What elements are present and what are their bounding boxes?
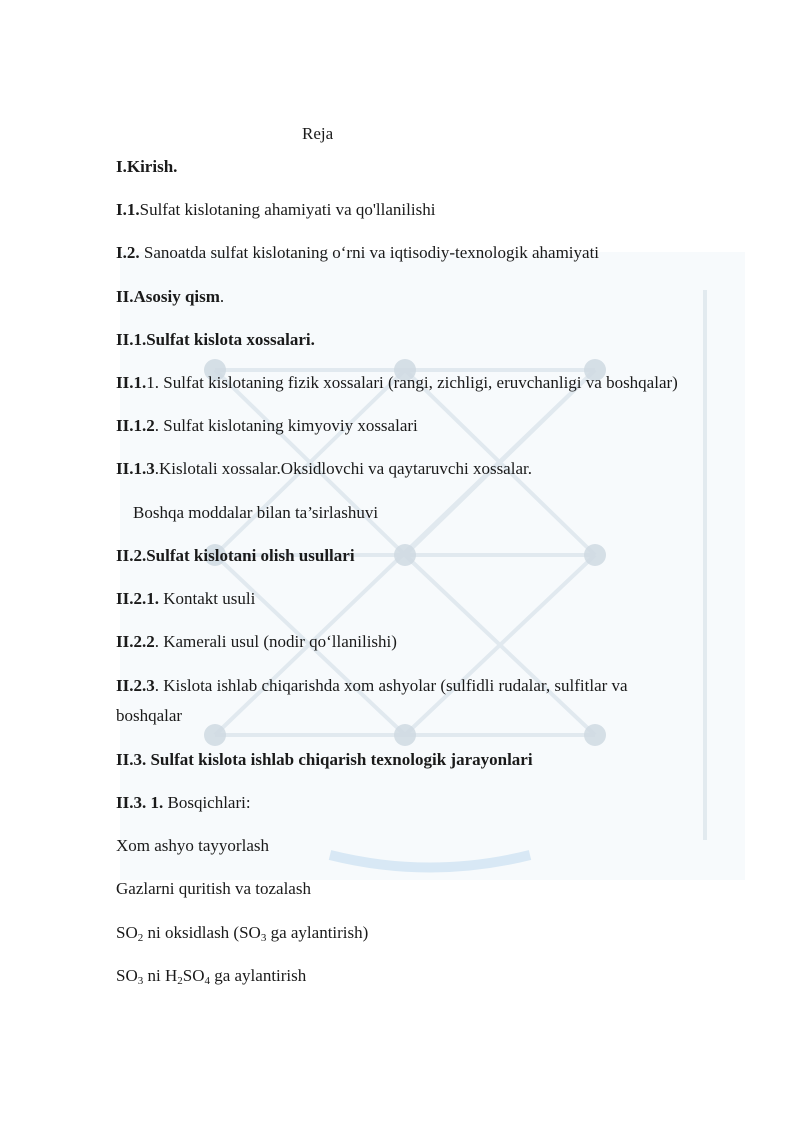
outline-line: Boshqa moddalar bilan ta’sirlashuvi xyxy=(133,503,379,522)
outline-line: II.2.2. Kamerali usul (nodir qo‘llanilishi) xyxy=(116,632,397,651)
outline-line: II.2.Sulfat kislotani olish usullari xyxy=(116,546,355,565)
outline-line: II.1.3.Kislotali xossalar.Oksidlovchi va qaytaruvchi xossalar. xyxy=(116,459,532,478)
outline-line: I.1.Sulfat kislotaning ahamiyati va qo'llanilishi xyxy=(116,200,436,219)
outline-line: II.3. Sulfat kislota ishlab chiqarish texnologik jarayonlari xyxy=(116,750,533,769)
formula-line: $SO_2$ ni oksidlash ($SO_3$ ga aylantirish) xyxy=(116,923,369,944)
outline-line: II.1.2. Sulfat kislotaning kimyoviy xossalari xyxy=(116,416,418,435)
outline-line: II.2.1. Kontakt usuli xyxy=(116,589,256,608)
outline-line: I.Kirish. xyxy=(116,157,178,176)
outline-line: II.Asosiy qism. xyxy=(116,287,225,306)
outline-line: Xom ashyo tayyorlash xyxy=(116,836,269,855)
outline-line: I.2. Sanoatda sulfat kislotaning o‘rni va iqtisodiy-texnologik ahamiyati xyxy=(116,243,600,262)
outline-line: boshqalar xyxy=(116,706,183,725)
outline-line: II.3. 1. Bosqichlari: xyxy=(116,793,251,812)
outline-line: II.1.Sulfat kislota xossalari. xyxy=(116,330,315,349)
outline-line: II.2.3. Kislota ishlab chiqarishda xom ashyolar (sulfidli rudalar, sulfitlar va xyxy=(116,676,628,695)
formula-line: $SO_3$ ni $H_2SO_4$ ga aylantirish xyxy=(116,966,307,987)
outline-line: II.1.1. Sulfat kislotaning fizik xossalari (rangi, zichligi, eruvchanligi va boshqalar) xyxy=(116,373,678,392)
page-title: Reja xyxy=(302,124,334,143)
outline-line: Gazlarni quritish va tozalash xyxy=(116,879,311,898)
